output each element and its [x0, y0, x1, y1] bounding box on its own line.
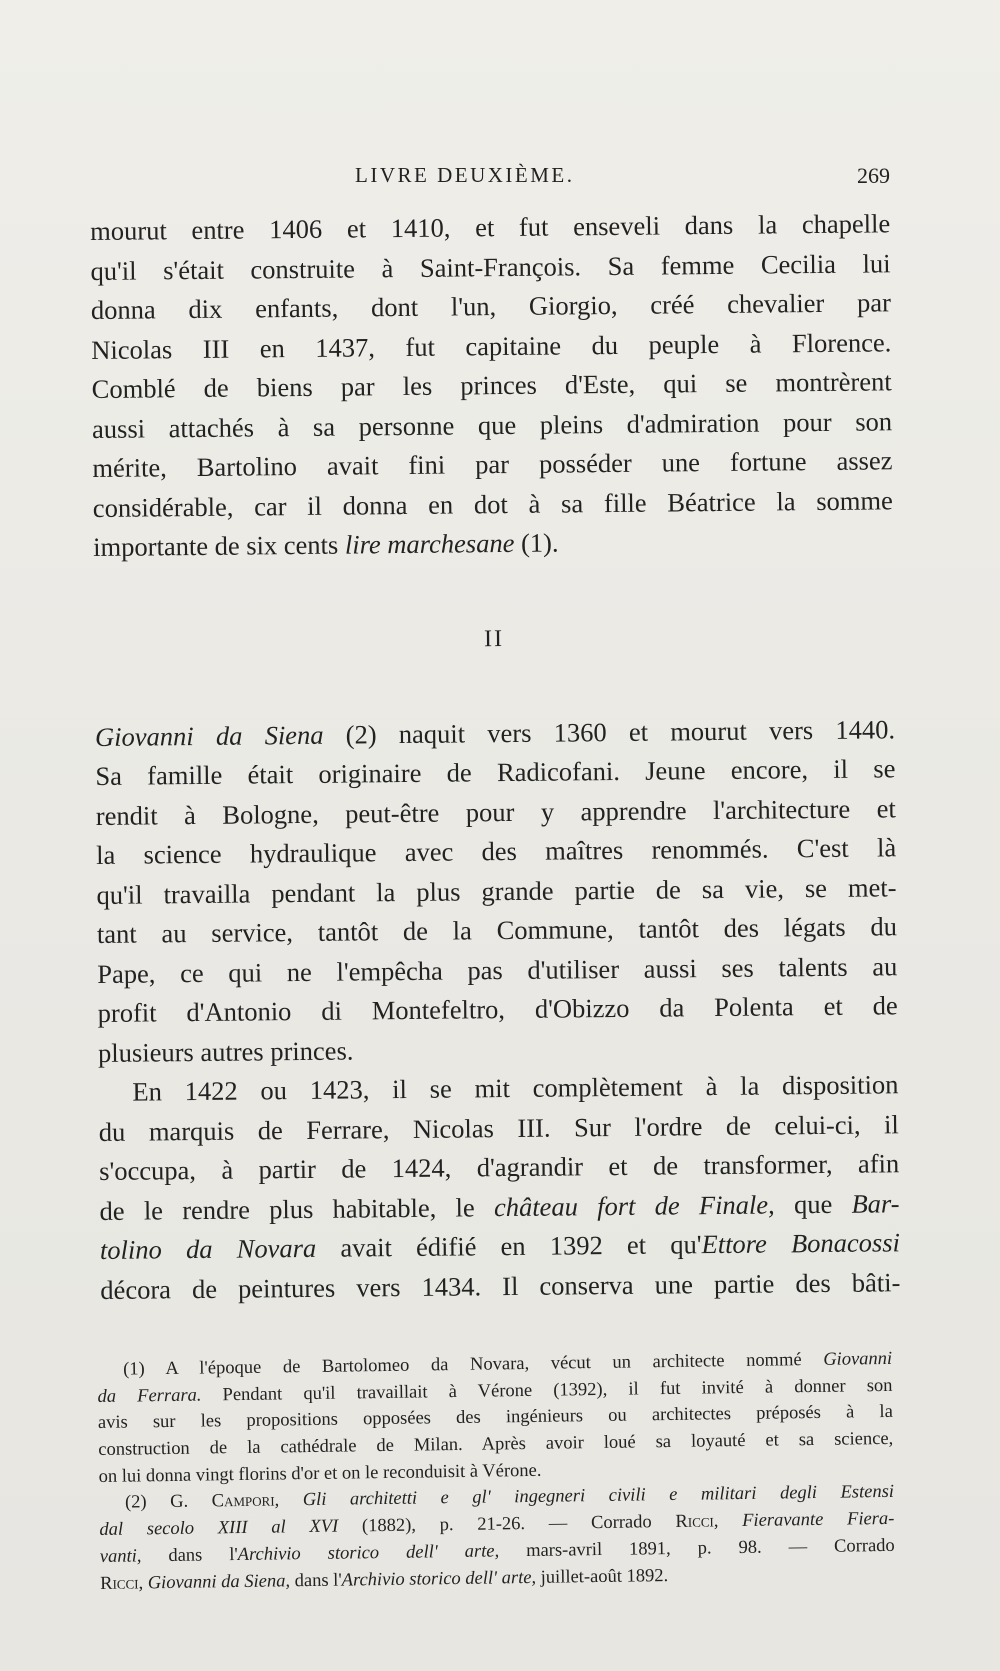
- text-line: Sa famille était originaire de Radicofani. Jeune encore, il se: [95, 753, 896, 791]
- paragraph-1: [90, 204, 893, 567]
- text-line: mérite, Bartolino avait fini par posséder une fortune assez: [92, 445, 893, 483]
- text-line: tant au service, tantôt de la Commune, tantôt des légats du: [96, 911, 898, 949]
- text-run: dans l': [141, 1544, 238, 1567]
- text-run: ,: [713, 1511, 743, 1532]
- running-title: LIVRE DEUXIÈME.: [355, 163, 575, 187]
- footnote-line: on lui donna vingt florins d'or et on le reconduisit à Vérone.: [98, 1460, 542, 1487]
- text-line: décora de peintures vers 1434. Il conserva une partie des bâti-: [100, 1266, 901, 1305]
- italic-run: Giovanni da Siena,: [147, 1570, 291, 1593]
- text-line: rendit à Bologne, peut-être pour y apprendre l'architecture et: [95, 792, 896, 831]
- text-line: considérable, car il donna en dot à sa fille Béatrice la somme: [92, 484, 893, 523]
- italic-run: tolino da Novara: [99, 1232, 317, 1265]
- author-name: Ricci: [675, 1511, 714, 1533]
- text-line: profit d'Antonio di Montefeltro, d'Obizzo da Polenta et de: [97, 990, 898, 1028]
- italic-run: dal secolo XIII al XVI: [99, 1516, 339, 1541]
- text-line: plusieurs autres princes.: [97, 1035, 354, 1068]
- paragraph-2: [95, 710, 898, 1073]
- text-line: la science hydraulique avec des maîtres renommés. C'est là: [96, 832, 897, 870]
- text-run: dans l': [289, 1570, 342, 1591]
- text-run: (2) naquit vers 1360 et mourut vers 1440.: [323, 713, 896, 750]
- body-text: [90, 204, 901, 1310]
- footnote-1: [97, 1346, 894, 1491]
- text-run: (1882), p. 21-26. — Corrado: [338, 1512, 676, 1537]
- text-run: que: [774, 1188, 852, 1219]
- italic-run: Giovanni da Siena: [94, 719, 324, 752]
- text-line: Nicolas III en 1437, fut capitaine du peuple à Florence.: [91, 326, 892, 365]
- text-line: [100, 1223, 900, 1270]
- author-name: Campori: [211, 1490, 275, 1512]
- text-line: Comblé de biens par les princes d'Este, qui se montrèrent: [91, 366, 892, 404]
- text-line: qu'il travailla pendant la plus grande partie de sa vie, se met-: [96, 871, 897, 910]
- footnote-line: construction de la cathédrale de Milan. Après avoir loué sa loyauté et sa science,: [98, 1428, 894, 1461]
- text-run: juillet-août 1892.: [535, 1565, 669, 1588]
- italic-run: Fieravante Fiera-: [742, 1509, 895, 1532]
- italic-run: vanti,: [99, 1546, 142, 1567]
- text-run: Pendant qu'il travaillait à Vérone (1392), il fut invité à donner son: [201, 1375, 893, 1406]
- text-run: ,: [274, 1490, 303, 1511]
- text-run: de le rendre plus habitable, le: [99, 1191, 495, 1226]
- text-line: mourut entre 1406 et 1410, et fut enseveli dans la chapelle: [90, 208, 891, 246]
- text-run: avait édifié en 1392 et qu': [316, 1229, 702, 1263]
- italic-run: Ettore Bonacossi: [701, 1227, 901, 1260]
- text-line: du marquis de Ferrare, Nicolas III. Sur l'ordre de celui-ci, il: [98, 1108, 899, 1147]
- italic-run: château fort de Finale,: [493, 1188, 775, 1222]
- footnote-line: avis sur les propositions opposées des ingénieurs ou architectes préposés à la: [97, 1402, 893, 1434]
- text-line: s'occupa, à partir de 1424, d'agrandir et de transformer, afin: [99, 1148, 900, 1186]
- text-run: (2) G.: [124, 1491, 212, 1514]
- italic-run: Giovanni: [823, 1348, 893, 1370]
- text-line: Pape, ce qui ne l'empêcha pas d'utiliser aussi ses talents au: [97, 950, 898, 989]
- italic-run: Gli architetti e gl' ingegneri civili e militari degli Estensi: [302, 1482, 895, 1511]
- italic-run: Archivio storico dell' arte,: [237, 1541, 500, 1565]
- text-line: qu'il s'était construite à Saint-François. Sa femme Cecilia lui: [90, 247, 891, 286]
- text-line: En 1422 ou 1423, il se mit complètement à la disposition: [132, 1069, 899, 1107]
- paragraph-3: [98, 1065, 900, 1310]
- running-head: [90, 163, 890, 197]
- footnote-2: [99, 1479, 895, 1597]
- page-number: 269: [857, 163, 890, 188]
- italic-run: Bar-: [851, 1187, 900, 1219]
- text-run: ,: [138, 1572, 148, 1593]
- italic-run: da Ferrara.: [97, 1385, 202, 1407]
- italic-run: lire marchesane: [344, 527, 515, 560]
- section-heading: II: [483, 625, 505, 652]
- text-run: mars-avril 1891, p. 98. — Corrado: [499, 1535, 895, 1562]
- italic-run: Archivio storico dell' arte,: [341, 1567, 537, 1591]
- text-run: (1) A l'époque de Bartolomeo da Novara, vécut un architecte nommé: [123, 1349, 824, 1380]
- footnotes: [97, 1346, 895, 1597]
- footnote-ref: (1).: [514, 527, 559, 558]
- text-line: donna dix enfants, dont l'un, Giorgio, créé chevalier par: [90, 287, 892, 325]
- text-line: aussi attachés à sa personne que pleins d'admiration pour son: [91, 405, 893, 444]
- author-name: Ricci: [100, 1572, 139, 1594]
- text-run: importante de six cents: [93, 529, 346, 562]
